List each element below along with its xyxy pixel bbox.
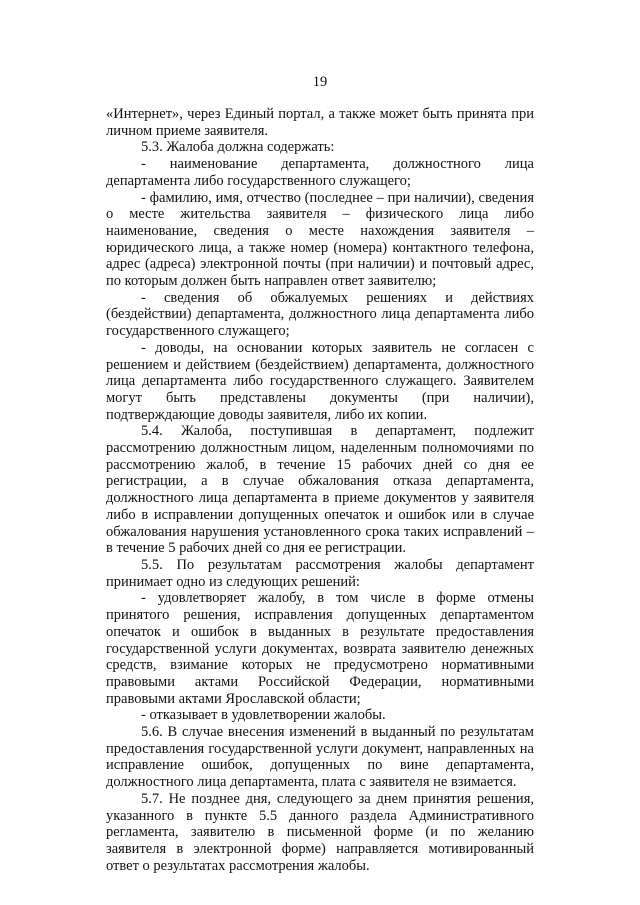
- paragraph: - удовлетворяет жалобу, в том числе в форме отмены принятого решения, исправления допущенных департаментом опечаток и ошибок в выданных в результате предоставления государственной услуги документах, возврата заявителю денежных средств, взимание которых не предусмотрено нормативными правовыми актами Российской Федерации, нормативными правовыми актами Ярославской области;: [106, 590, 534, 707]
- paragraph: 5.6. В случае внесения изменений в выданный по результатам предоставления государственной услуги документ, направленных на исправление ошибок, допущенных по вине департамента, должностного лица департамента, плата с заявителя не взимается.: [106, 724, 534, 791]
- paragraph: - отказывает в удовлетворении жалобы.: [141, 707, 386, 724]
- paragraph: 5.3. Жалоба должна содержать:: [141, 139, 335, 156]
- paragraph: - фамилию, имя, отчество (последнее – при наличии), сведения о месте жительства заявителя – физического лица либо наименование, сведения о месте нахождения заявителя – юридического лица, а также номер (номера) контактного телефона, адрес (адреса) электронной почты (при наличии) и почтовый адрес, по которым должен быть направлен ответ заявителю;: [106, 189, 534, 290]
- paragraph: 5.7. Не позднее дня, следующего за днем принятия решения, указанного в пункте 5.5 данного раздела Административного регламента, заявителю в письменной форме (и по желанию заявителя в электронной форме) направляется мотивированный ответ о результатах рассмотрения жалобы.: [106, 790, 534, 874]
- paragraph: - сведения об обжалуемых решениях и действиях (бездействии) департамента, должностного лица департамента либо государственного служащего;: [106, 289, 534, 340]
- paragraph: 5.5. По результатам рассмотрения жалобы департамент принимает одно из следующих решений:: [106, 556, 534, 590]
- paragraph: «Интернет», через Единый портал, а также может быть принята при личном приеме заявителя.: [106, 106, 534, 139]
- paragraph: 5.4. Жалоба, поступившая в департамент, подлежит рассмотрению должностным лицом, наделенным полномочиями по рассмотрению жалоб, в течение 15 рабочих дней со дня ее регистрации, а в случае обжалования отказа департамента, должностного лица департамента в приеме документов у заявителя либо в исправлении допущенных опечаток и ошибок или в случае обжалования нарушения установленного срока таких исправлений – в течение 5 рабочих дней со дня ее регистрации.: [106, 423, 534, 557]
- page-number: 19: [312, 74, 328, 90]
- paragraph: - наименование департамента, должностного лица департамента либо государственного служащего;: [106, 156, 534, 189]
- paragraph: - доводы, на основании которых заявитель не согласен с решением и действием (бездействием) департамента, должностного лица департамента либо государственного служащего. Заявителем могут быть представлены документы (при наличии), подтверждающие доводы заявителя, либо их копии.: [106, 339, 534, 423]
- document-body: [106, 106, 534, 874]
